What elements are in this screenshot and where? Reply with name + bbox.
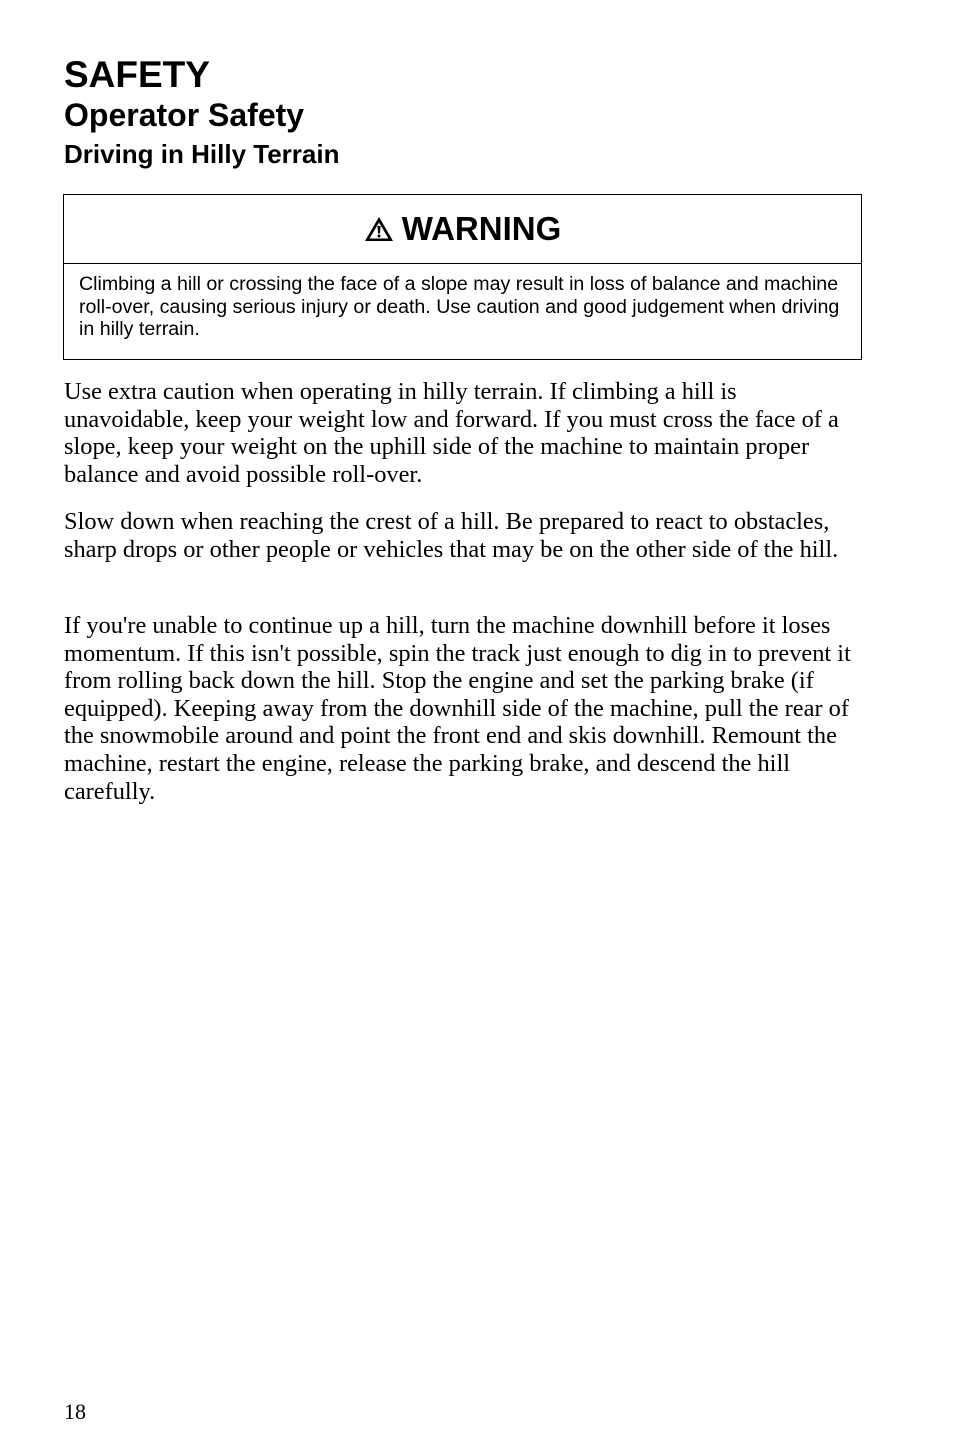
paragraph: If you're unable to continue up a hill, turn the machine downhill before it loses momentum. If this isn't possible, spin the track just enough to dig in to prevent it from rolling back down the hill. Stop the engine and set the parking brake (if equipped). Keeping away from the downhill side of the machine, pull the rear of the snowmobile around and point the front end and skis downhill. Remount the machine, restart the engine, release the parking brake, and descend the hill carefully. [64,612,851,805]
warning-text: Climbing a hill or crossing the face of a slope may result in loss of balance and machine roll-over, causing serious injury or death. Use caution and good judgement when driving in hilly terrain. [79,273,840,340]
subsection-title: Operator Safety [64,97,305,133]
page-number: 18 [64,1399,86,1424]
warning-box [63,194,862,360]
warning-triangle-icon [364,216,394,242]
paragraph: Use extra caution when operating in hilly terrain. If climbing a hill is unavoidable, keep your weight low and forward. If you must cross the face of a slope, keep your weight on the uphill side of the machine to maintain proper balance and avoid possible roll-over. [64,378,839,488]
warning-header [64,195,861,264]
paragraph: Slow down when reaching the crest of a hill. Be prepared to react to obstacles, sharp drops or other people or vehicles that may be on the other side of the hill. [64,508,839,563]
topic-title: Driving in Hilly Terrain [64,139,340,169]
section-title: SAFETY [64,54,210,95]
warning-title: WARNING [401,210,562,247]
